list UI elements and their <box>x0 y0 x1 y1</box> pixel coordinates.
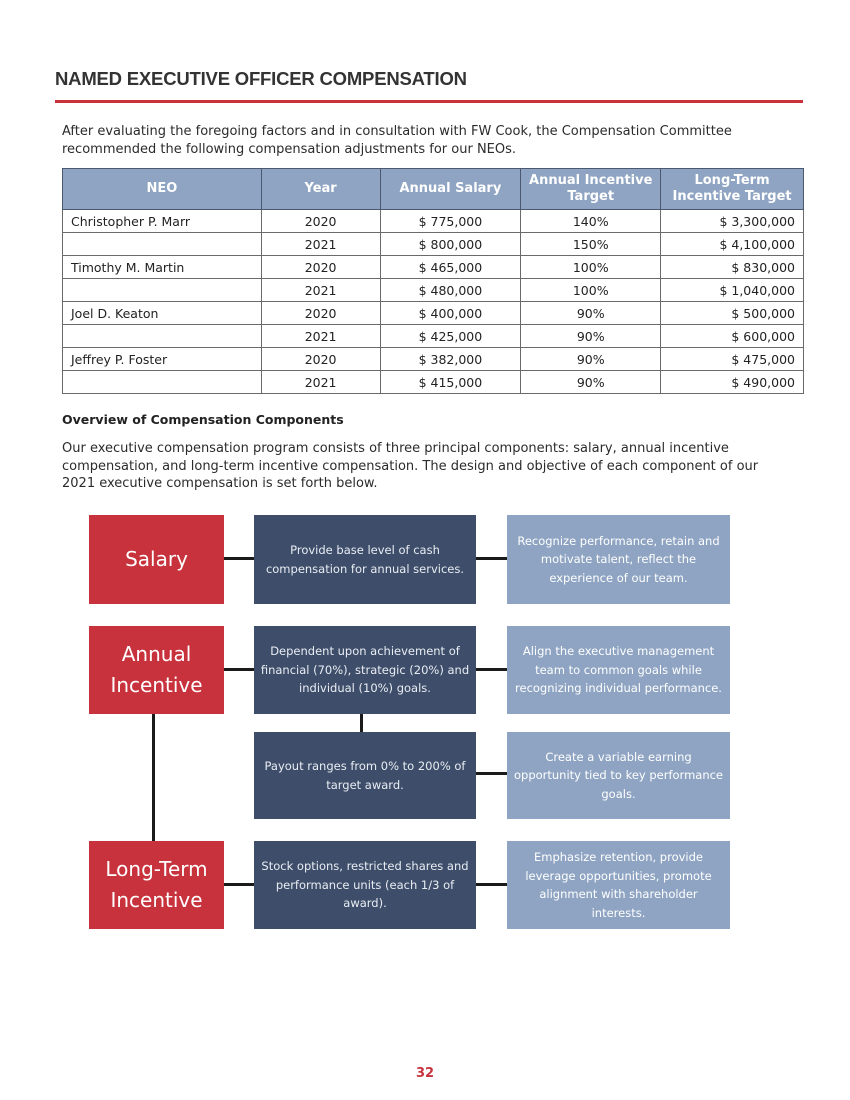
annual-incentive-objective: Align the executive management team to common goals while recognizing individual performance. <box>515 644 722 696</box>
cell-neo: Christopher P. Marr <box>63 210 262 233</box>
salary-box <box>89 515 224 604</box>
cell-incentive: 140% <box>521 210 661 233</box>
page-title: NAMED EXECUTIVE OFFICER COMPENSATION <box>55 68 467 89</box>
cell-year: 2021 <box>261 371 380 394</box>
header-long-term-incentive-target: Long-Term Incentive Target <box>661 169 804 210</box>
salary-label: Salary <box>125 547 188 571</box>
table-header-row <box>63 169 804 210</box>
payout-description: Payout ranges from 0% to 200% of target award. <box>264 759 466 792</box>
cell-incentive: 90% <box>521 371 661 394</box>
cell-neo <box>63 279 262 302</box>
cell-salary: $ 415,000 <box>380 371 521 394</box>
cell-salary: $ 382,000 <box>380 348 521 371</box>
long-term-incentive-label-line2: Incentive <box>110 888 203 912</box>
header-year: Year <box>261 169 380 210</box>
cell-salary: $ 800,000 <box>380 233 521 256</box>
salary-description: Provide base level of cash compensation for annual services. <box>265 543 465 576</box>
connector-line <box>152 714 155 841</box>
table-row <box>63 279 804 302</box>
long-term-incentive-box <box>89 841 224 929</box>
connector-line <box>476 772 507 775</box>
cell-neo: Jeffrey P. Foster <box>63 348 262 371</box>
annual-incentive-description-box <box>254 626 476 714</box>
table-row <box>63 325 804 348</box>
connector-line <box>360 714 363 732</box>
overview-paragraph: Our executive compensation program consists of three principal components: salary, annual incentive compensation, and long-term incentive compensation. The design and objective of each component of our 2021 executive compensation is set forth below. <box>62 441 759 491</box>
header-annual-incentive-target: Annual Incentive Target <box>521 169 661 210</box>
page-number: 32 <box>415 1066 435 1081</box>
cell-year: 2020 <box>261 210 380 233</box>
connector-line <box>476 883 507 886</box>
cell-lti: $ 500,000 <box>661 302 804 325</box>
cell-neo <box>63 325 262 348</box>
annual-incentive-label-line1: Annual <box>121 642 192 666</box>
annual-incentive-label-line2: Incentive <box>110 673 203 697</box>
cell-salary: $ 480,000 <box>380 279 521 302</box>
long-term-incentive-objective-box <box>507 841 730 929</box>
cell-neo: Joel D. Keaton <box>63 302 262 325</box>
intro-paragraph: After evaluating the foregoing factors and in consultation with FW Cook, the Compensation Committee recommended the following compensation adjustments for our NEOs. <box>62 124 732 157</box>
salary-objective-box <box>507 515 730 604</box>
cell-year: 2021 <box>261 279 380 302</box>
cell-salary: $ 425,000 <box>380 325 521 348</box>
cell-neo <box>63 233 262 256</box>
cell-incentive: 100% <box>521 279 661 302</box>
title-divider <box>55 100 803 103</box>
cell-year: 2021 <box>261 325 380 348</box>
payout-objective: Create a variable earning opportunity tied to key performance goals. <box>513 749 724 801</box>
cell-year: 2020 <box>261 302 380 325</box>
long-term-incentive-label-line1: Long-Term <box>105 857 208 881</box>
cell-year: 2020 <box>261 348 380 371</box>
table-row <box>63 302 804 325</box>
cell-lti: $ 830,000 <box>661 256 804 279</box>
cell-neo <box>63 371 262 394</box>
payout-description-box <box>254 732 476 819</box>
cell-lti: $ 1,040,000 <box>661 279 804 302</box>
header-neo: NEO <box>63 169 262 210</box>
long-term-incentive-description: Stock options, restricted shares and performance units (each 1/3 of award). <box>261 859 469 911</box>
cell-incentive: 90% <box>521 302 661 325</box>
table-row <box>63 233 804 256</box>
connector-line <box>476 557 507 560</box>
compensation-table <box>62 168 804 394</box>
cell-year: 2020 <box>261 256 380 279</box>
cell-lti: $ 600,000 <box>661 325 804 348</box>
table-row <box>63 256 804 279</box>
cell-lti: $ 3,300,000 <box>661 210 804 233</box>
annual-incentive-box <box>89 626 224 714</box>
salary-description-box <box>254 515 476 604</box>
long-term-incentive-objective: Emphasize retention, provide leverage opportunities, promote alignment with shareholder interests. <box>525 850 712 920</box>
cell-year: 2021 <box>261 233 380 256</box>
cell-incentive: 90% <box>521 348 661 371</box>
long-term-incentive-description-box <box>254 841 476 929</box>
cell-incentive: 90% <box>521 325 661 348</box>
connector-line <box>476 668 507 671</box>
connector-line <box>224 557 254 560</box>
cell-lti: $ 490,000 <box>661 371 804 394</box>
overview-heading: Overview of Compensation Components <box>62 412 344 427</box>
salary-objective: Recognize performance, retain and motivate talent, reflect the experience of our team. <box>517 533 720 585</box>
annual-incentive-objective-box <box>507 626 730 714</box>
connector-line <box>224 668 254 671</box>
cell-incentive: 150% <box>521 233 661 256</box>
header-annual-salary: Annual Salary <box>380 169 521 210</box>
connector-line <box>224 883 254 886</box>
cell-neo: Timothy M. Martin <box>63 256 262 279</box>
cell-lti: $ 475,000 <box>661 348 804 371</box>
payout-objective-box <box>507 732 730 819</box>
cell-incentive: 100% <box>521 256 661 279</box>
annual-incentive-description: Dependent upon achievement of financial (70%), strategic (20%) and individual (10%) goals. <box>260 644 470 696</box>
table-row <box>63 210 804 233</box>
table-row <box>63 371 804 394</box>
cell-salary: $ 775,000 <box>380 210 521 233</box>
table-row <box>63 348 804 371</box>
cell-lti: $ 4,100,000 <box>661 233 804 256</box>
cell-salary: $ 400,000 <box>380 302 521 325</box>
cell-salary: $ 465,000 <box>380 256 521 279</box>
